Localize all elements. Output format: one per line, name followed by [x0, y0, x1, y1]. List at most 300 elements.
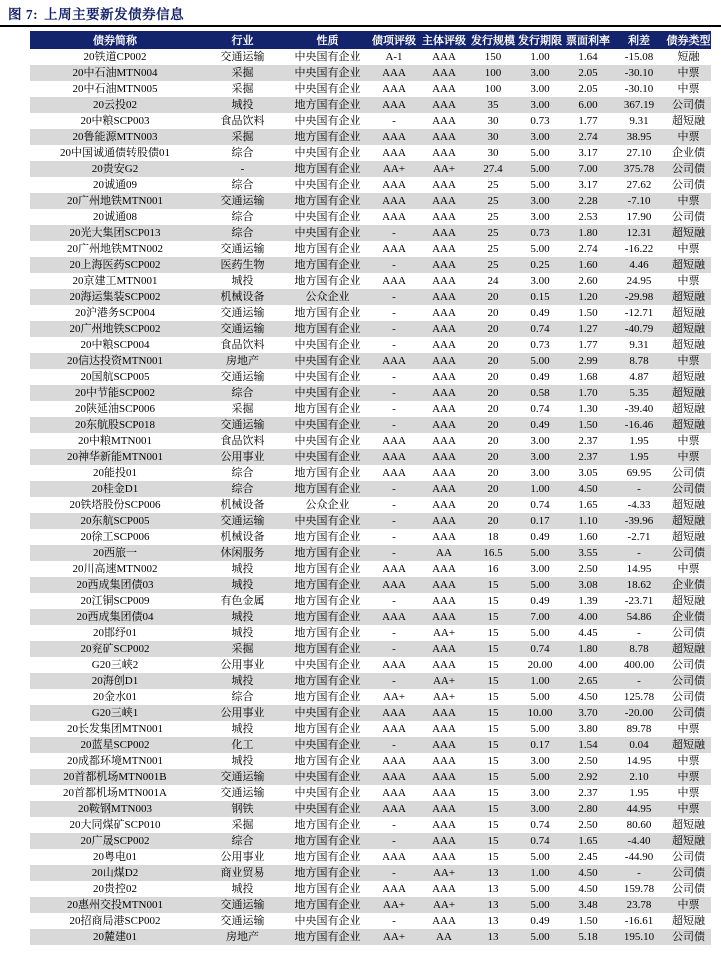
table-cell: 20 [487, 467, 499, 479]
table-cell: 20 [470, 513, 516, 529]
table-cell: 20长发集团MTN001 [67, 723, 163, 735]
table-row [30, 849, 711, 865]
table-cell: 医药生物 [200, 257, 285, 273]
table-cell: 1.00 [516, 673, 564, 689]
table-row [30, 305, 711, 321]
table-cell: AAA [432, 339, 456, 351]
table-cell: 超短融 [666, 289, 711, 305]
table-row [30, 97, 711, 113]
table-cell: 综合 [200, 481, 285, 497]
table-cell: 5.00 [530, 723, 550, 735]
table-cell: 3.00 [516, 801, 564, 817]
table-cell: 采掘 [231, 83, 254, 95]
table-cell: 0.04 [612, 737, 666, 753]
table-row [30, 337, 711, 353]
table-cell: 20西旅一 [30, 545, 200, 561]
table-cell: 3.00 [530, 467, 550, 479]
table-cell: -16.61 [624, 915, 654, 927]
table-row [30, 433, 711, 449]
table-cell: 交通运输 [220, 307, 265, 319]
table-cell: 20广州地铁SCP002 [30, 321, 200, 337]
table-cell: 公司债 [666, 545, 711, 561]
table-cell: -39.40 [624, 403, 654, 415]
table-cell: 1.95 [612, 449, 666, 465]
table-cell: AAA [418, 353, 470, 369]
table-cell: 交通运输 [220, 371, 265, 383]
table-cell: 公司债 [666, 929, 711, 945]
table-cell: 中票 [666, 193, 711, 209]
table-cell: AAA [432, 371, 456, 383]
table-cell: 公司债 [672, 467, 705, 479]
table-cell: 公司债 [666, 673, 711, 689]
table-cell: 1.64 [578, 51, 598, 63]
table-cell: AAA [432, 243, 456, 255]
table-cell: AAA [382, 179, 406, 191]
table-cell: 20鞍钢MTN003 [30, 801, 200, 817]
table-cell: 9.31 [629, 115, 649, 127]
table-cell: 25 [487, 179, 499, 191]
table-cell: 超短融 [672, 307, 705, 319]
table-cell: 食品饮料 [220, 115, 265, 127]
table-cell: 25 [487, 211, 499, 223]
table-cell: 3.00 [516, 449, 564, 465]
table-cell: 20中粮SCP004 [80, 339, 150, 351]
table-cell: - [392, 915, 396, 927]
table-cell: 20中石油MTN004 [30, 65, 200, 81]
table-cell: 20中粮MTN001 [78, 435, 152, 447]
table-cell: 38.95 [612, 129, 666, 145]
table-cell: 公司债 [672, 883, 705, 895]
table-row [30, 817, 711, 833]
table-cell: 0.49 [530, 915, 550, 927]
table-cell: 地方国有企业 [285, 97, 370, 113]
table-cell: 1.20 [564, 289, 612, 305]
table-cell: AAA [432, 467, 456, 479]
table-cell: AAA [432, 755, 456, 767]
table-row [30, 497, 711, 513]
table-cell: - [200, 161, 285, 177]
table-cell: - [370, 417, 418, 433]
table-cell: 3.00 [530, 211, 550, 223]
table-cell: 20金水01 [93, 691, 137, 703]
table-cell: -23.71 [624, 595, 654, 607]
table-row [30, 865, 711, 881]
table-cell: 3.17 [578, 179, 598, 191]
table-cell: 20大同煤矿SCP010 [69, 819, 161, 831]
table-cell: 150 [484, 51, 502, 63]
table-cell: 20招商局港SCP002 [69, 915, 161, 927]
table-cell: 8.78 [612, 353, 666, 369]
table-cell: AAA [418, 513, 470, 529]
table-cell: 公司债 [666, 161, 711, 177]
table-cell: 2.50 [578, 819, 598, 831]
table-cell: 20广州地铁MTN002 [67, 243, 163, 255]
table-row [30, 737, 711, 753]
table-cell: 20铁塔股份SCP006 [69, 499, 161, 511]
table-cell: 地方国有企业 [294, 755, 361, 767]
table-cell: - [370, 289, 418, 305]
table-cell: AAA [382, 723, 406, 735]
table-cell: 0.58 [516, 385, 564, 401]
table-cell: 3.00 [516, 97, 564, 113]
table-cell: 食品饮料 [220, 435, 265, 447]
table-cell: 超短融 [666, 833, 711, 849]
table-cell: 27.62 [626, 179, 652, 191]
table-row [30, 65, 711, 81]
table-cell: - [392, 307, 396, 319]
table-cell: AAA [418, 321, 470, 337]
table-cell: AAA [432, 787, 456, 799]
table-cell: 2.53 [578, 211, 598, 223]
table-cell: AAA [370, 577, 418, 593]
table-cell: 1.50 [564, 417, 612, 433]
table-cell: 20京建工MTN001 [72, 275, 158, 287]
table-cell: 超短融 [672, 531, 705, 543]
table-cell: 有色金属 [220, 595, 265, 607]
table-cell: 0.49 [530, 371, 550, 383]
table-cell: 20诚通09 [93, 179, 137, 191]
table-cell: 中票 [677, 275, 700, 287]
table-cell: 20贵安G2 [30, 161, 200, 177]
table-row [30, 593, 711, 609]
table-cell: 超短融 [672, 915, 705, 927]
table-cell: 100 [484, 83, 502, 95]
table-cell: 中票 [666, 65, 711, 81]
table-row [30, 529, 711, 545]
table-cell: 超短融 [666, 417, 711, 433]
table-cell: 地方国有企业 [285, 929, 370, 945]
table-cell: 5.00 [530, 851, 550, 863]
table-cell: 20山煤D2 [30, 865, 200, 881]
table-cell: 100 [470, 65, 516, 81]
table-cell: AAA [432, 851, 456, 863]
table-cell: 24.95 [626, 275, 652, 287]
table-cell: 30 [470, 129, 516, 145]
table-cell: AAA [432, 115, 456, 127]
table-cell: - [370, 865, 418, 881]
table-cell: 中央国有企业 [294, 435, 361, 447]
table-cell: 公用事业 [220, 851, 265, 863]
table-cell: 中央国有企业 [285, 417, 370, 433]
table-cell: 3.48 [564, 897, 612, 913]
table-cell: 地方国有企业 [294, 467, 361, 479]
table-cell: 企业债 [666, 577, 711, 593]
table-row [30, 689, 711, 705]
table-cell: 20国航SCP005 [80, 371, 150, 383]
table-cell: 中票 [666, 129, 711, 145]
table-cell: 20徐工SCP006 [80, 531, 150, 543]
table-cell: 54.86 [612, 609, 666, 625]
table-cell: 公众企业 [285, 289, 370, 305]
table-cell: 2.80 [564, 801, 612, 817]
table-cell: AAA [382, 851, 406, 863]
table-cell: 3.17 [578, 147, 598, 159]
table-cell: AAA [382, 883, 406, 895]
table-cell: 地方国有企业 [285, 673, 370, 689]
table-cell: 采掘 [200, 641, 285, 657]
table-row [30, 609, 711, 625]
table-cell: 367.19 [612, 97, 666, 113]
table-cell: 13 [487, 915, 499, 927]
table-cell: 中央国有企业 [294, 659, 361, 671]
table-cell: 5.00 [516, 577, 564, 593]
table-cell: 城投 [200, 97, 285, 113]
table-cell: 中票 [677, 755, 700, 767]
table-cell: 27.10 [626, 147, 652, 159]
table-cell: 房地产 [200, 353, 285, 369]
table-cell: 综合 [231, 691, 254, 703]
table-cell: 公司债 [672, 851, 705, 863]
table-cell: - [392, 531, 396, 543]
table-row [30, 753, 711, 769]
table-cell: 公司债 [672, 179, 705, 191]
table-cell: AAA [370, 65, 418, 81]
table-cell: - [370, 257, 418, 273]
table-cell: 15 [470, 705, 516, 721]
table-cell: AAA [432, 883, 456, 895]
table-cell: 20中节能SCP002 [30, 385, 200, 401]
table-row [30, 193, 711, 209]
table-cell: 中央国有企业 [285, 801, 370, 817]
table-cell: 超短融 [672, 371, 705, 383]
table-header-row [30, 31, 711, 49]
table-row [30, 881, 711, 897]
table-cell: 30 [487, 115, 499, 127]
table-cell: 1.60 [578, 531, 598, 543]
table-cell: 1.65 [564, 833, 612, 849]
table-cell: 15 [487, 691, 499, 703]
table-cell: - [370, 833, 418, 849]
table-cell: 16 [487, 563, 499, 575]
table-cell: 公众企业 [305, 499, 350, 511]
table-cell: 2.99 [564, 353, 612, 369]
table-cell: 20粤电01 [93, 851, 137, 863]
table-cell: 5.00 [530, 883, 550, 895]
table-cell: 综合 [200, 833, 285, 849]
table-cell: 城投 [231, 755, 254, 767]
table-row [30, 161, 711, 177]
table-cell: - [392, 627, 396, 639]
table-cell: 1.00 [516, 481, 564, 497]
table-row [30, 721, 711, 737]
table-cell: AAA [418, 641, 470, 657]
table-cell: AA+ [370, 161, 418, 177]
table-cell: AAA [418, 193, 470, 209]
table-row [30, 145, 711, 161]
table-cell: 3.00 [530, 755, 550, 767]
table-cell: 2.37 [564, 449, 612, 465]
table-cell: 超短融 [672, 499, 705, 511]
table-cell: 2.74 [578, 243, 598, 255]
table-cell: 15 [487, 723, 499, 735]
table-cell: 2.92 [564, 769, 612, 785]
table-cell: AAA [418, 97, 470, 113]
table-cell: 4.50 [564, 865, 612, 881]
table-cell: - [392, 403, 396, 415]
table-cell: 中央国有企业 [294, 787, 361, 799]
table-cell: AAA [382, 787, 406, 799]
table-cell: 超短融 [672, 403, 705, 415]
table-cell: 20 [470, 289, 516, 305]
table-cell: 中央国有企业 [285, 449, 370, 465]
table-row [30, 129, 711, 145]
table-cell: AAA [432, 563, 456, 575]
table-cell: 2.37 [578, 787, 598, 799]
table-cell: 地方国有企业 [285, 609, 370, 625]
table-cell: AA [418, 929, 470, 945]
table-cell: 25 [470, 225, 516, 241]
table-cell: 20 [470, 321, 516, 337]
table-cell: 13 [470, 897, 516, 913]
column-header: 票面利率 [564, 31, 612, 49]
table-cell: 20 [487, 435, 499, 447]
table-cell: 综合 [231, 211, 254, 223]
table-cell: 20 [487, 371, 499, 383]
table-cell: 2.10 [612, 769, 666, 785]
table-cell: 超短融 [666, 321, 711, 337]
table-cell: AAA [382, 563, 406, 575]
table-cell: 超短融 [666, 737, 711, 753]
table-cell: AAA [382, 275, 406, 287]
table-cell: 0.73 [530, 339, 550, 351]
table-cell: 1.50 [578, 307, 598, 319]
table-cell: 15 [487, 851, 499, 863]
table-cell: 5.00 [530, 627, 550, 639]
table-row [30, 641, 711, 657]
table-cell: 4.45 [578, 627, 598, 639]
table-cell: 3.70 [564, 705, 612, 721]
table-cell: 20中石油MTN005 [72, 83, 158, 95]
table-cell: 5.18 [564, 929, 612, 945]
table-cell: 0.73 [530, 115, 550, 127]
table-cell: 地方国有企业 [285, 641, 370, 657]
table-cell: 综合 [231, 179, 254, 191]
table-cell: 中央国有企业 [294, 179, 361, 191]
column-header: 发行规模 [470, 31, 516, 49]
figure-title [0, 0, 721, 25]
table-cell: 地方国有企业 [285, 193, 370, 209]
table-cell: 20首都机场MTN001A [63, 787, 167, 799]
table-cell: 17.90 [626, 211, 652, 223]
table-cell: 3.00 [530, 787, 550, 799]
table-cell: 公用事业 [220, 659, 265, 671]
table-cell: 交通运输 [200, 417, 285, 433]
table-cell: 中票 [677, 83, 700, 95]
table-cell: - [612, 865, 666, 881]
table-row [30, 449, 711, 465]
table-cell: 20川高速MTN002 [72, 563, 158, 575]
table-cell: 食品饮料 [220, 339, 265, 351]
table-cell: 2.74 [564, 129, 612, 145]
table-row [30, 673, 711, 689]
table-cell: 公司债 [672, 627, 705, 639]
table-cell: 13 [487, 883, 499, 895]
table-cell: 地方国有企业 [294, 627, 361, 639]
table-cell: 交通运输 [200, 897, 285, 913]
table-cell: 159.78 [623, 883, 655, 895]
table-cell: 中央国有企业 [294, 339, 361, 351]
table-cell: AAA [382, 755, 406, 767]
table-row [30, 113, 711, 129]
table-cell: - [392, 499, 396, 511]
table-cell: - [370, 513, 418, 529]
table-row [30, 897, 711, 913]
table-cell: 15 [487, 595, 499, 607]
table-cell: 中票 [677, 723, 700, 735]
table-cell: 20 [470, 353, 516, 369]
table-cell: AAA [432, 435, 456, 447]
table-cell: 0.25 [516, 257, 564, 273]
table-cell: 30 [487, 147, 499, 159]
table-cell: AA+ [418, 161, 470, 177]
table-cell: 4.00 [578, 659, 598, 671]
table-cell: 房地产 [200, 929, 285, 945]
table-row [30, 513, 711, 529]
table-cell: 地方国有企业 [294, 819, 361, 831]
table-cell: AAA [418, 833, 470, 849]
table-cell: 20惠州交投MTN001 [30, 897, 200, 913]
table-cell: 4.50 [578, 883, 598, 895]
table-cell: -16.22 [624, 243, 654, 255]
table-cell: AAA [382, 211, 406, 223]
table-cell: 8.78 [612, 641, 666, 657]
table-cell: 中票 [666, 801, 711, 817]
table-cell: 195.10 [612, 929, 666, 945]
table-row [30, 417, 711, 433]
table-cell: AAA [418, 769, 470, 785]
table-cell: AAA [382, 435, 406, 447]
table-cell: G20三峡2 [91, 659, 139, 671]
table-cell: 1.77 [578, 115, 598, 127]
table-cell: - [370, 641, 418, 657]
table-cell: 化工 [200, 737, 285, 753]
table-cell: 2.65 [564, 673, 612, 689]
table-cell: 地方国有企业 [285, 865, 370, 881]
table-row [30, 545, 711, 561]
table-cell: 20能投01 [93, 467, 137, 479]
table-row [30, 625, 711, 641]
table-cell: 地方国有企业 [294, 403, 361, 415]
table-cell: AAA [418, 609, 470, 625]
table-cell: 35 [470, 97, 516, 113]
table-row [30, 833, 711, 849]
table-cell: AA+ [432, 627, 456, 639]
table-cell: 休闲服务 [200, 545, 285, 561]
table-cell: -44.90 [624, 851, 654, 863]
table-cell: 5.00 [530, 147, 550, 159]
table-row [30, 769, 711, 785]
table-cell: 89.78 [626, 723, 652, 735]
table-cell: 20邯纾01 [93, 627, 137, 639]
table-row [30, 257, 711, 273]
table-cell: 5.00 [516, 161, 564, 177]
table-cell: 中央国有企业 [294, 51, 361, 63]
table-cell: 0.74 [530, 819, 550, 831]
table-row [30, 401, 711, 417]
table-cell: -4.33 [627, 499, 651, 511]
table-cell: -30.10 [612, 65, 666, 81]
table-cell: AAA [370, 705, 418, 721]
table-cell: 7.00 [516, 609, 564, 625]
table-cell: AAA [418, 481, 470, 497]
table-cell: 20麓建01 [30, 929, 200, 945]
table-cell: 20上海医药SCP002 [30, 257, 200, 273]
table-cell: 1.27 [564, 321, 612, 337]
table-cell: 超短融 [672, 595, 705, 607]
table-cell: 3.00 [516, 65, 564, 81]
table-cell: -30.10 [624, 83, 654, 95]
table-cell: 25 [470, 257, 516, 273]
